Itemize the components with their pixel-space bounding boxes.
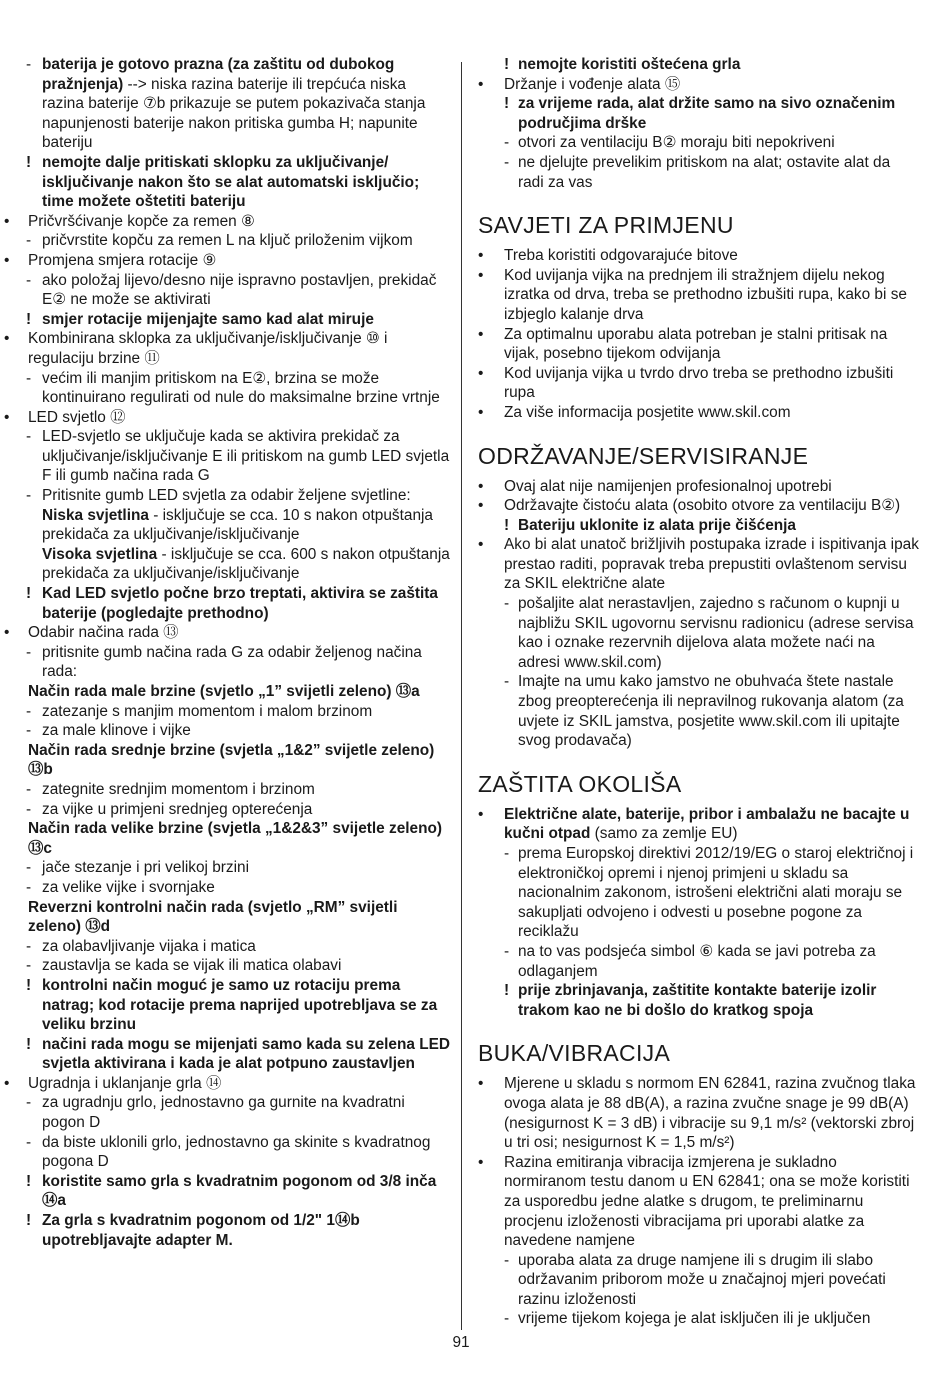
item-text: LED-svjetlo se uključuje kada se aktivira prekidač za uključivanje/isključivanje E ili pritiskom na gumb LED svjetla F ili gumb načina rada G [42, 428, 450, 485]
bullet-marker: • [478, 266, 484, 284]
item-text: nemojte koristiti oštećena grla [518, 56, 741, 73]
list-item [478, 246, 920, 266]
item-text: baterija je gotovo prazna (za zaštitu od dubokog pražnjenja) [42, 56, 395, 93]
dash-marker: - [26, 232, 32, 250]
dash-marker: - [26, 56, 32, 73]
item-text: Način rada srednje brzine (svjetla „1&2” svijetle zeleno) ⑬b [28, 741, 435, 779]
bullet-marker: • [478, 247, 484, 265]
item-text: uporaba alata za druge namjene ili s drugim ili slabo održavanim priborom može u značajnoj mjeri povećati razinu izloženosti [518, 1251, 886, 1308]
bullet-marker: • [478, 1075, 484, 1093]
item-text: za velike vijke i svornjake [42, 878, 215, 896]
item-text: LED svjetlo ⑫ [28, 408, 126, 426]
list-item [478, 153, 920, 192]
list-item [478, 266, 920, 325]
item-text: Ovaj alat nije namijenjen profesionalnoj upotrebi [504, 477, 832, 495]
list-item [478, 672, 920, 750]
list-item [26, 153, 450, 212]
list-item [26, 721, 450, 741]
list-item [26, 643, 450, 682]
list-item [26, 584, 450, 623]
item-text: Pričvršćivanje kopče za remen ⑧ [28, 212, 255, 230]
list-item [26, 956, 450, 976]
warning-marker: ! [26, 1212, 32, 1230]
dash-marker: - [26, 271, 32, 289]
list-item [478, 1309, 920, 1329]
dash-marker: - [26, 1094, 32, 1112]
dash-marker: - [26, 722, 32, 740]
item-text: Električne alate, baterije, pribor i ambalažu ne bacajte u kučni otpad [504, 805, 910, 843]
warning-marker: ! [26, 976, 32, 994]
item-text: prema Europskoj direktivi 2012/19/EG o staroj električnoj i elektroničkoj opremi i njenoj primjeni u skladu sa nacionalnim zakonom, istrošeni električni alati moraju se sakupljati odvojeno i odvesti u posebne pogone za reciklažu [518, 845, 914, 941]
list-item [26, 369, 450, 408]
dash-marker: - [504, 153, 510, 171]
list-item [4, 408, 450, 428]
dash-marker: - [26, 428, 32, 446]
item-text: Držanje i vođenje alata ⑮ [504, 75, 681, 93]
dash-marker: - [504, 673, 510, 691]
item-text: Visoka svjetlina [42, 545, 158, 563]
list-item [4, 623, 450, 643]
warning-marker: ! [26, 153, 32, 171]
bullet-marker: • [478, 1153, 484, 1171]
list-item [478, 981, 920, 1020]
item-text: Kod uvijanja vijka u tvrdo drvo treba se prethodno izbušiti rupa [504, 364, 894, 402]
dash-marker: - [26, 859, 32, 877]
item-text: pošaljite alat nerastavljen, zajedno s računom o kupnji u najbližu SKIL ugovornu servisnu radionicu (adrese servisa kao i oznake rezervnih dijelova alata možete naći na adresi www.skil.com) [518, 595, 914, 671]
dash-marker: - [26, 487, 32, 505]
item-text: za olabavljivanje vijaka i matica [42, 937, 256, 955]
mode-heading [26, 819, 450, 858]
list-item [26, 55, 450, 153]
dash-marker: - [504, 1310, 510, 1328]
item-text-rest: --> niska razina baterije ili trepćuća niska razina baterije ⑦b prikazuje se putem pokazivača stanja napunjenosti baterije nakon pritiska gumba H; napunite bateriju [42, 75, 426, 152]
list-item [478, 844, 920, 942]
bullet-marker: • [478, 536, 484, 554]
list-item [26, 702, 450, 722]
warning-marker: ! [26, 310, 32, 328]
dash-marker: - [26, 369, 32, 387]
bullet-marker: • [478, 364, 484, 382]
list-item [26, 231, 450, 251]
list-item [478, 516, 920, 536]
mode-heading [26, 682, 450, 702]
list-item [26, 545, 450, 584]
list-item [26, 1093, 450, 1132]
item-text: Reverzni kontrolni način rada (svjetlo „RM” svijetli zeleno) ⑬d [28, 898, 398, 936]
list-item [26, 1133, 450, 1172]
list-item [26, 486, 450, 506]
item-text: ako položaj lijevo/desno nije ispravno postavljen, prekidač E② ne može se aktivirati [42, 271, 437, 309]
item-text: Za optimalnu uporabu alata potreban je stalni pritisak na vijak, posebno tijekom odvijanja [504, 325, 888, 363]
list-item [26, 780, 450, 800]
item-text: Ako bi alat unatoč brižljivih postupaka izrade i ispitivanja ipak prestao raditi, popravak treba prepustiti ovlaštenom servisu za SKIL električne alate [504, 536, 919, 593]
dash-marker: - [26, 957, 32, 975]
dash-marker: - [26, 937, 32, 955]
item-text: koristite samo grla s kvadratnim pogonom od 3/8 inča ⑭a [42, 1172, 437, 1210]
list-item [478, 55, 920, 75]
item-text: Za više informacija posjetite www.skil.com [504, 403, 791, 421]
item-text: smjer rotacije mijenjajte samo kad alat miruje [42, 310, 374, 328]
list-item [478, 942, 920, 981]
list-item [4, 212, 450, 232]
list-item [26, 858, 450, 878]
item-text: ne djelujte prevelikim pritiskom na alat; ostavite alat da radi za vas [518, 153, 891, 191]
item-text: Odabir načina rada ⑬ [28, 624, 179, 642]
section-heading: BUKA/VIBRACIJA [478, 1040, 671, 1067]
item-text: Treba koristiti odgovarajuće bitove [504, 247, 738, 265]
bullet-marker: • [478, 75, 484, 93]
list-item [478, 477, 920, 497]
item-text: za ugradnju grlo, jednostavno ga gurnite na kvadratni pogon D [42, 1094, 405, 1132]
list-item [478, 325, 920, 364]
list-item [478, 1251, 920, 1310]
item-text: otvori za ventilaciju B② moraju biti nepokriveni [518, 134, 835, 152]
list-item [26, 937, 450, 957]
item-text: Način rada male brzine (svjetlo „1” svijetli zeleno) ⑬a [28, 683, 420, 700]
list-item [4, 329, 450, 368]
section-heading: ODRŽAVANJE/SERVISIRANJE [478, 442, 809, 469]
dash-marker: - [504, 942, 510, 960]
column-divider [461, 62, 462, 1330]
list-item [478, 75, 920, 95]
mode-heading [26, 898, 450, 937]
item-text: načini rada mogu se mijenjati samo kada su zelena LED svjetla aktivirana i kada je alat potpuno zaustavljen [42, 1035, 450, 1073]
list-item [26, 506, 450, 545]
left-column [4, 55, 450, 1250]
item-text: zategnite srednjim momentom i brzinom [42, 780, 315, 798]
item-text: Način rada velike brzine (svjetla „1&2&3” svijetle zeleno) ⑬c [28, 820, 443, 857]
list-item [26, 878, 450, 898]
item-text: Promjena smjera rotacije ⑨ [28, 251, 217, 269]
list-item [26, 976, 450, 1035]
list-item [478, 94, 920, 133]
list-item [478, 1153, 920, 1251]
bullet-marker: • [4, 408, 10, 426]
bullet-marker: • [478, 403, 484, 421]
item-text: pritisnite gumb načina rada G za odabir željenog načina rada: [42, 643, 422, 681]
bullet-marker: • [478, 497, 484, 515]
item-text: za vrijeme rada, alat držite samo na sivo označenim područjima drške [518, 95, 896, 132]
bullet-marker: • [4, 1074, 10, 1092]
item-text: Za grla s kvadratnim pogonom od 1/2" 1⑭b upotrebljavajte adapter M. [42, 1212, 360, 1249]
list-item [478, 805, 920, 844]
item-text-rest: - isključuje se cca. 600 s nakon otpuštanja prekidača za uključivanje/isključivanje [42, 545, 450, 583]
bullet-marker: • [478, 477, 484, 495]
list-item [26, 310, 450, 330]
warning-marker: ! [26, 1035, 32, 1053]
item-text: jače stezanje i pri velikoj brzini [42, 859, 250, 877]
bullet-marker: • [478, 325, 484, 343]
item-text-rest: - isključuje se cca. 10 s nakon otpuštanja prekidača za uključivanje/isključivanje [42, 506, 433, 544]
dash-marker: - [26, 878, 32, 896]
item-text: da biste uklonili grlo, jednostavno ga skinite s kvadratnog pogona D [42, 1133, 431, 1171]
list-item [478, 1074, 920, 1152]
list-item [4, 1074, 450, 1094]
warning-marker: ! [26, 585, 32, 603]
item-text: pričvrstite kopču za remen L na ključ priloženim vijkom [42, 232, 413, 250]
item-text: nemojte dalje pritiskati sklopku za uključivanje/ isključivanje nakon što se alat automatski isključio; time možete oštetiti bateriju [42, 153, 420, 211]
dash-marker: - [26, 780, 32, 798]
list-item [26, 800, 450, 820]
mode-heading [26, 741, 450, 780]
item-text: Održavajte čistoću alata (osobito otvore za ventilaciju B②) [504, 497, 901, 515]
item-text: Imajte na umu kako jamstvo ne obuhvaća štete nastale zbog preopterećenja ili nepravilnog rukovanja alatom (za uvjete iz SKIL jamstva, posjetite www.skil.com ili upitajte svog prodavača) [518, 673, 904, 750]
warning-marker: ! [504, 95, 510, 113]
list-item [478, 133, 920, 153]
list-item [478, 535, 920, 594]
list-item [478, 496, 920, 516]
bullet-marker: • [4, 624, 10, 642]
warning-marker: ! [504, 516, 510, 534]
list-item [26, 1211, 450, 1250]
dash-marker: - [26, 800, 32, 818]
item-text: većim ili manjim pritiskom na E②, brzina se može kontinuirano regulirati od nule do maksimalne brzine vrtnje [42, 369, 440, 407]
item-text: na to vas podsjeća simbol ⑥ kada se javi potreba za odlaganjem [518, 942, 876, 980]
item-text: Mjerene u skladu s normom EN 62841, razina zvučnog tlaka ovoga alata je 88 dB(A), a razina zvučne snage je 99 dB(A) (nesigurnost K = 3 dB) i vibracije su 9,1 m/s² (vektorski zbroj u tri osi; nesigurnost K = 1,5 m/s²) [504, 1075, 916, 1152]
list-item [478, 594, 920, 672]
bullet-marker: • [4, 330, 10, 348]
item-text: prije zbrinjavanja, zaštitite kontakte baterije izolir trakom kao ne bi došlo do kratkog spoja [518, 982, 877, 1019]
list-item [26, 427, 450, 486]
right-column [478, 55, 920, 1329]
page-number: 91 [452, 1334, 470, 1351]
list-item [26, 1172, 450, 1211]
item-text: Ugradnja i uklanjanje grla ⑭ [28, 1074, 222, 1092]
item-text: Niska svjetlina [42, 506, 149, 524]
item-text: Pritisnite gumb LED svjetla za odabir željene svjetline: [42, 487, 411, 505]
item-text: kontrolni način moguć je samo uz rotaciju prema natrag; kod rotacije prema naprijed upotrebljava se za veliku brzinu [42, 976, 438, 1034]
warning-marker: ! [504, 982, 510, 1000]
dash-marker: - [504, 134, 510, 152]
list-item [26, 1035, 450, 1074]
warning-marker: ! [26, 1172, 32, 1190]
dash-marker: - [26, 702, 32, 720]
dash-marker: - [26, 1133, 32, 1151]
dash-marker: - [504, 1251, 510, 1269]
dash-marker: - [504, 595, 510, 613]
list-item [478, 403, 920, 423]
item-text: Kombinirana sklopka za uključivanje/isključivanje ⑩ i regulaciju brzine ⑪ [28, 330, 388, 367]
dash-marker: - [26, 643, 32, 661]
item-text: Kad LED svjetlo počne brzo treptati, aktivira se zaštita baterije (pogledajte prethodno) [42, 585, 438, 622]
item-text: vrijeme tijekom kojega je alat isključen ili je uključen [518, 1310, 871, 1328]
list-item [478, 364, 920, 403]
bullet-marker: • [4, 212, 10, 230]
dash-marker: - [504, 845, 510, 862]
item-text-rest: (samo za zemlje EU) [590, 825, 738, 843]
bullet-marker: • [478, 805, 484, 823]
warning-marker: ! [504, 56, 510, 73]
item-text: Kod uvijanja vijka na prednjem ili stražnjem dijelu nekog izratka od drva, treba se prethodno izbušiti rupa, kako bi se izbjeglo kalanje drva [504, 266, 907, 323]
list-item [26, 271, 450, 310]
item-text: zatezanje s manjim momentom i malom brzinom [42, 702, 373, 720]
item-text: za vijke u primjeni srednjeg opterećenja [42, 800, 313, 818]
section-heading: SAVJETI ZA PRIMJENU [478, 212, 734, 239]
section-heading: ZAŠTITA OKOLIŠA [478, 770, 682, 797]
item-text: Bateriju uklonite iz alata prije čišćenja [518, 516, 796, 534]
bullet-marker: • [4, 251, 10, 269]
item-text: Razina emitiranja vibracija izmjerena je sukladno normiranom testu danom u EN 62841; ona se može koristiti za usporedbu jedne alatke s drugom, te preliminarnu procjenu izloženosti vibracijama pri uporabi alatke za navedene namjene [504, 1153, 910, 1250]
item-text: zaustavlja se kada se vijak ili matica olabavi [42, 957, 342, 975]
item-text: za male klinove i vijke [42, 722, 191, 740]
list-item [4, 251, 450, 271]
